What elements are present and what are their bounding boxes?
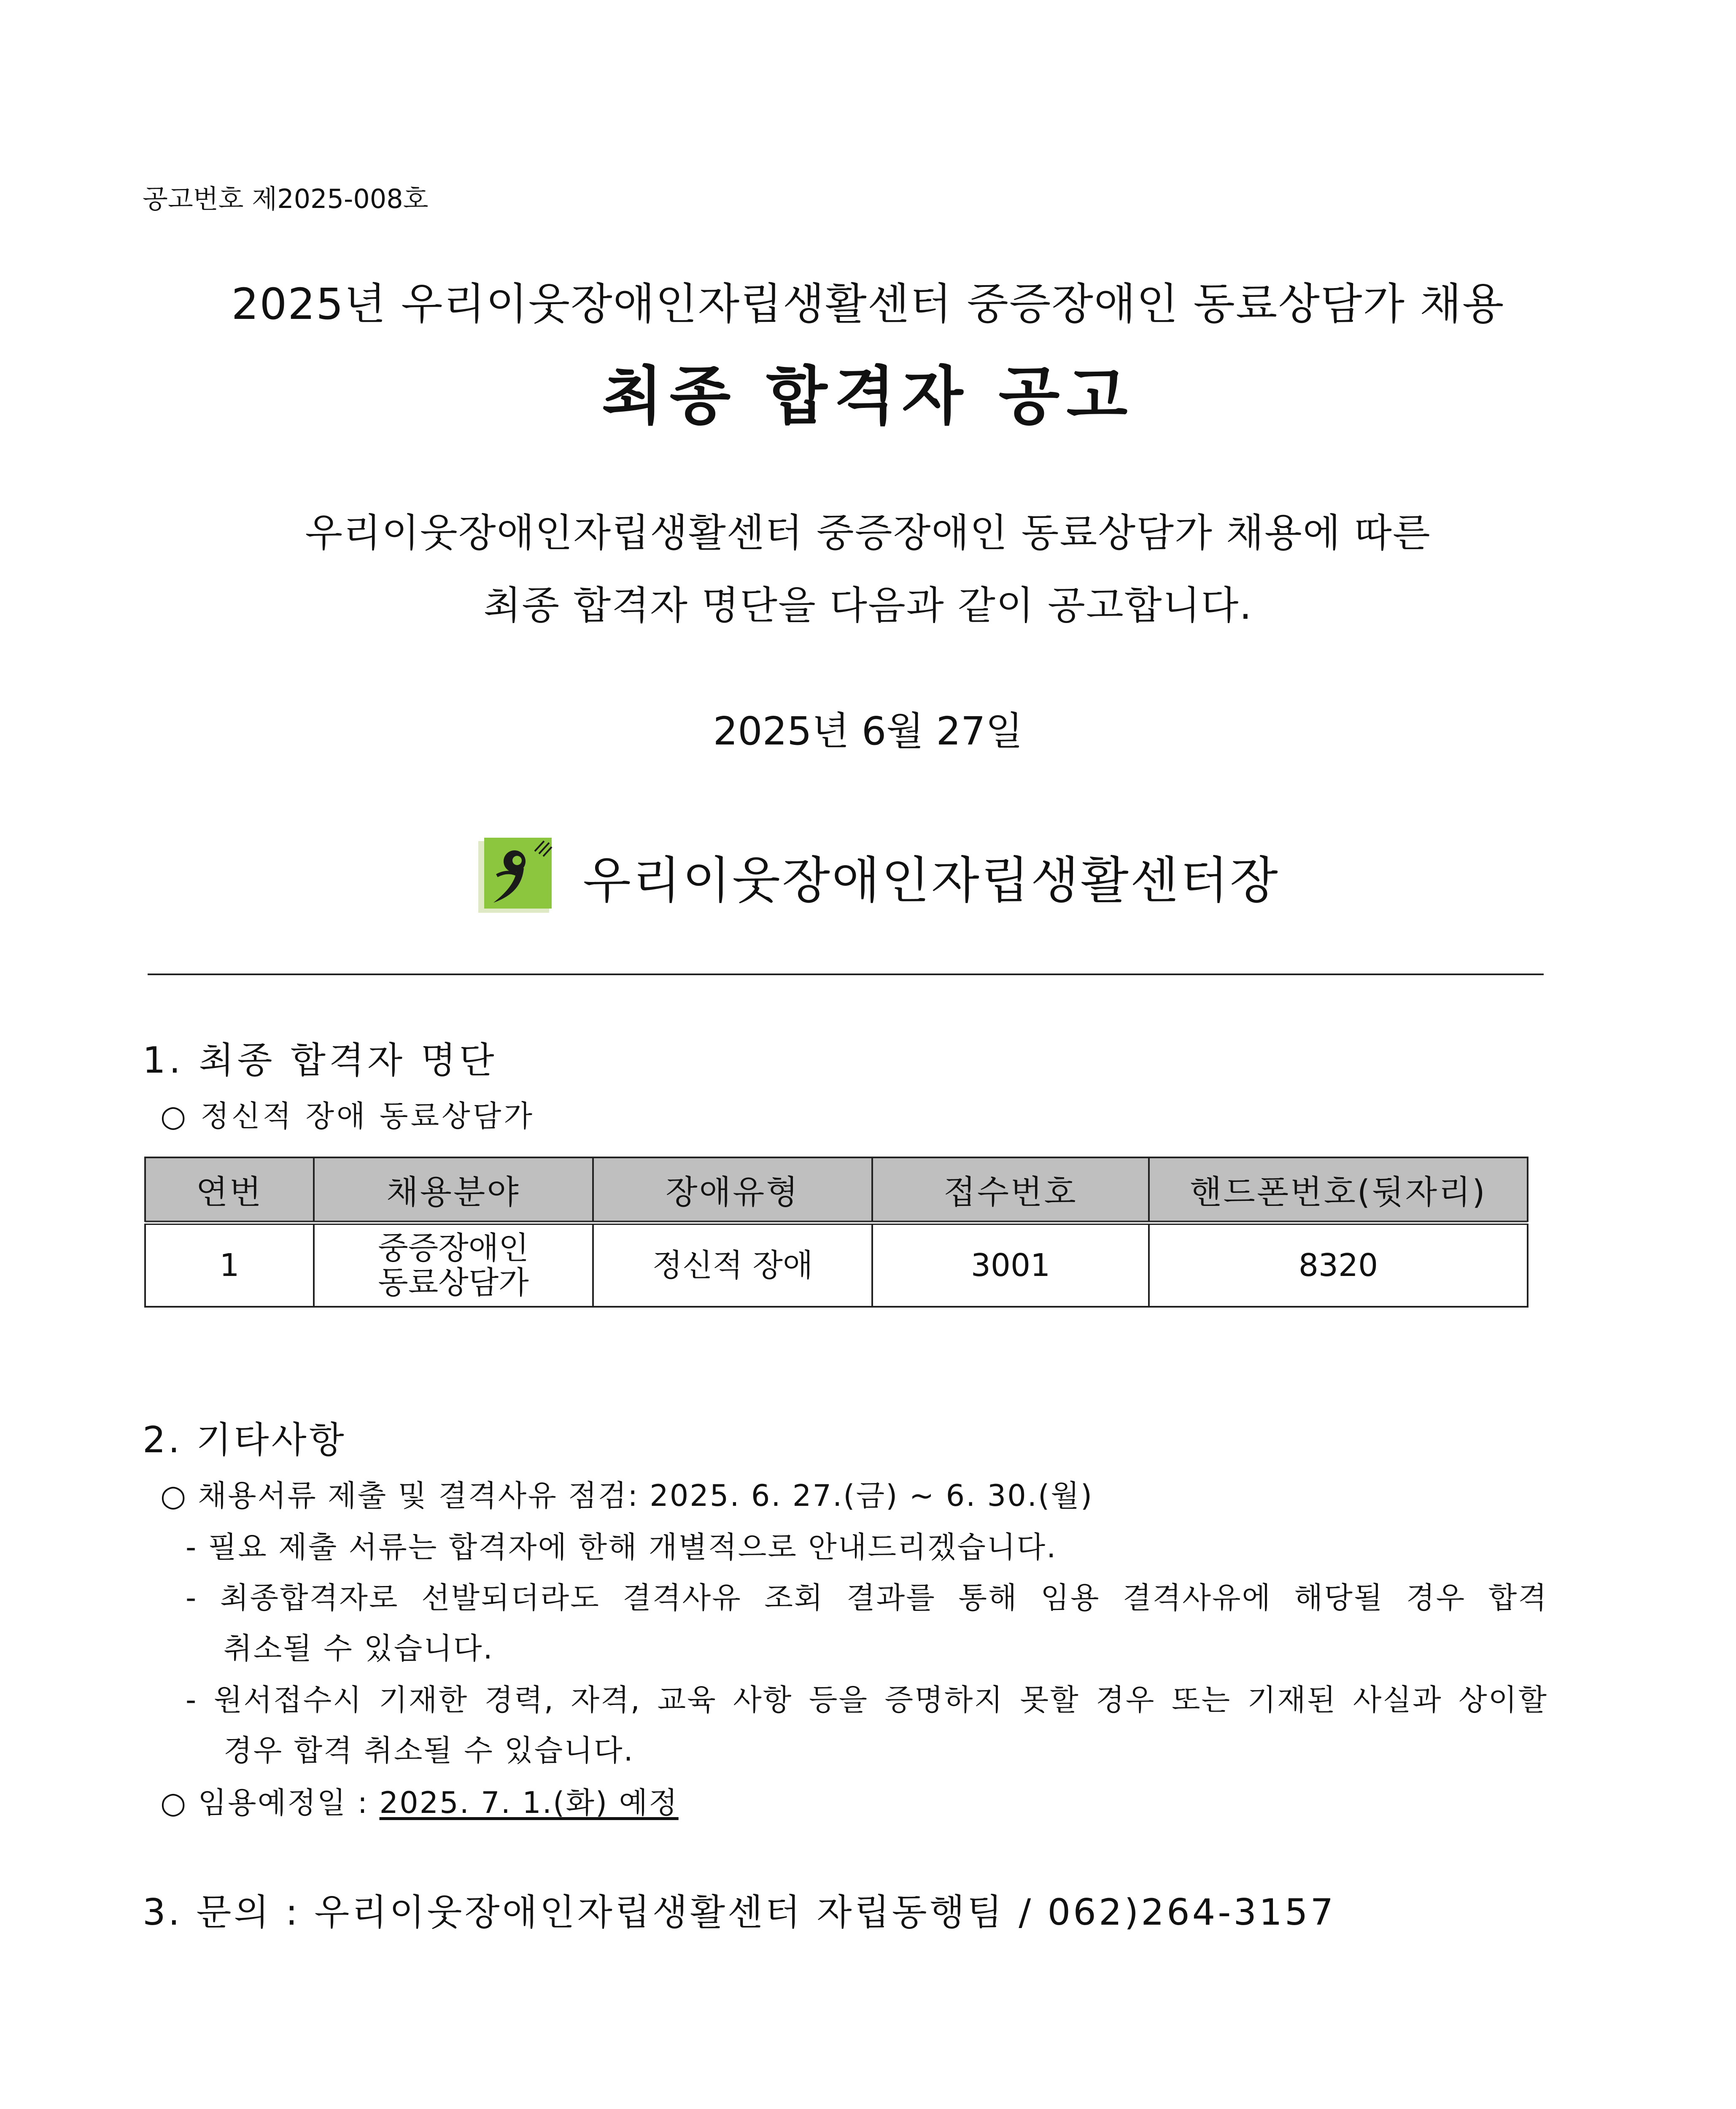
appointment-date-value: 2025. 7. 1.(화) 예정 xyxy=(379,1785,679,1820)
document-title: 최종 합격자 공고 xyxy=(601,360,1135,433)
section-2-item-1: ○ 채용서류 제출 및 결격사유 점검: 2025. 6. 27.(금) ~ 6. 30.(월) xyxy=(160,1478,1094,1513)
section-2-item-1-sub-1: - 필요 제출 서류는 합격자에 한해 개별적으로 안내드리겠습니다. xyxy=(186,1530,1057,1564)
cell-no: 1 xyxy=(145,1223,314,1307)
section-2-item-2 xyxy=(160,1779,679,1822)
section-2-item-1-sub-3: - 원서접수시 기재한 경력, 자격, 교육 사항 등을 증명하지 못할 경우 또는 기재된 사실과 상이할 xyxy=(186,1683,1548,1717)
column-header-disability: 장애유형 xyxy=(593,1157,872,1223)
cell-receipt: 3001 xyxy=(872,1223,1149,1307)
table-row xyxy=(145,1223,1528,1307)
document-subtitle: 2025년 우리이웃장애인자립생활센터 중증장애인 동료상담가 채용 xyxy=(231,279,1505,329)
cell-field-line-1: 중증장애인 xyxy=(378,1230,529,1266)
column-header-no: 연번 xyxy=(145,1157,314,1223)
organization-logo-icon xyxy=(472,835,556,920)
header-divider xyxy=(148,974,1544,975)
appointment-date-label: ○ 임용예정일 : xyxy=(160,1785,380,1820)
cell-field xyxy=(314,1223,593,1307)
section-2-item-1-sub-3-cont: 경우 합격 취소될 수 있습니다. xyxy=(224,1733,634,1768)
table-header-row xyxy=(145,1157,1528,1223)
cell-field-line-2: 동료상담가 xyxy=(378,1265,529,1301)
section-1-heading: 1. 최종 합격자 명단 xyxy=(143,1039,498,1081)
section-2-item-1-sub-2-cont: 취소될 수 있습니다. xyxy=(224,1631,494,1666)
cell-phone: 8320 xyxy=(1149,1223,1528,1307)
final-candidates-table xyxy=(144,1157,1528,1308)
notice-date: 2025년 6월 27일 xyxy=(713,709,1023,754)
intro-line-2: 최종 합격자 명단을 다음과 같이 공고합니다. xyxy=(483,583,1253,628)
intro-line-1: 우리이웃장애인자립생활센터 중증장애인 동료상담가 채용에 따른 xyxy=(305,510,1431,556)
issuer-name: 우리이웃장애인자립생활센터장 xyxy=(583,851,1280,909)
column-header-receipt: 접수번호 xyxy=(872,1157,1149,1223)
cell-disability: 정신적 장애 xyxy=(593,1223,872,1307)
column-header-field: 채용분야 xyxy=(314,1157,593,1223)
section-1-subheading: ○ 정신적 장애 동료상담가 xyxy=(160,1099,535,1133)
column-header-phone: 핸드폰번호(뒷자리) xyxy=(1149,1157,1528,1223)
section-2-heading: 2. 기타사항 xyxy=(143,1419,347,1461)
notice-number: 공고번호 제2025-008호 xyxy=(143,183,429,214)
section-2-item-1-sub-2: - 최종합격자로 선발되더라도 결격사유 조회 결과를 통해 임용 결격사유에 해당될 경우 합격 xyxy=(186,1580,1548,1615)
section-3-contact: 3. 문의 : 우리이웃장애인자립생활센터 자립동행팀 / 062)264-3157 xyxy=(143,1891,1336,1934)
